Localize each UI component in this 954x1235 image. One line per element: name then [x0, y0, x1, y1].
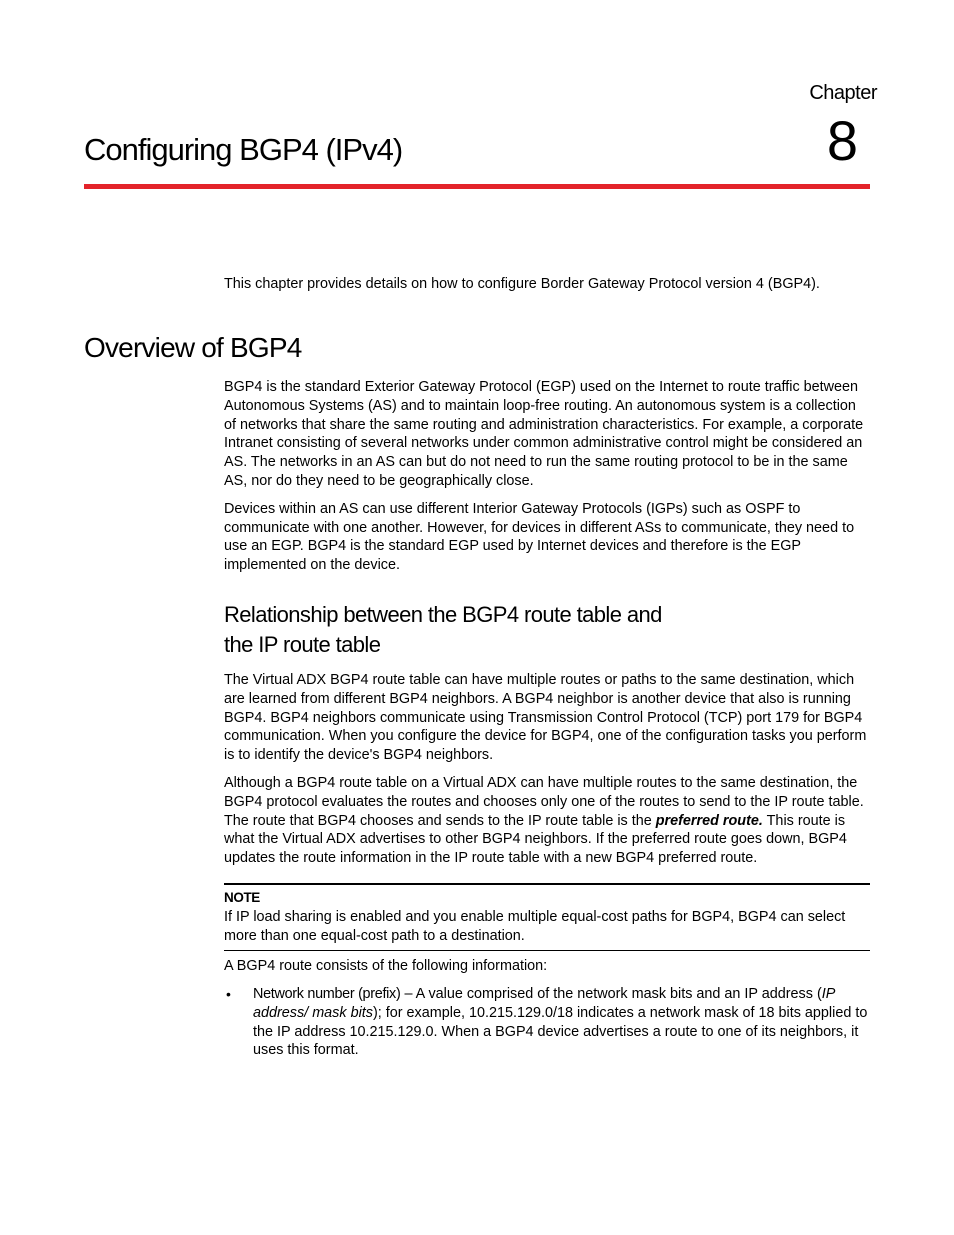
chapter-number: 8 — [826, 109, 858, 172]
bullet-item-network-number — [224, 985, 870, 1060]
route-info-lead-text: A BGP4 route consists of the following information: — [224, 958, 548, 974]
relationship-paragraph-2 — [224, 774, 870, 868]
bullet-icon: • — [226, 986, 231, 1002]
relationship-paragraph-1: The Virtual ADX BGP4 route table can have multiple routes or paths to the same destination, which are learned from different BGP4 neighbors. A BGP4 neighbor is another device that also is running BGP4. BGP4 neighbors communicate using Transmission Control Protocol (TCP) port 179 for BGP4 communication. When you configure the device for BGP4, one of the configuration tasks you perform is to identify the device's BGP4 neighbors. — [224, 672, 867, 764]
overview-paragraph-1: BGP4 is the standard Exterior Gateway Protocol (EGP) used on the Internet to route traffic between Autonomous Systems (AS) and to maintain loop-free routing. An autonomous system is a collection of networks that share the same routing and administration characteristics. For example, a corporate Intranet consisting of several networks under common administrative control might be considered an AS. The networks in an AS can but do not need to run the same routing protocol to be in the same AS, nor do they need to be geographically close. — [224, 379, 864, 489]
note-box — [224, 883, 870, 951]
chapter-title: Configuring BGP4 (IPv4) — [84, 132, 403, 167]
overview-body — [224, 378, 870, 584]
note-text: If IP load sharing is enabled and you enable multiple equal-cost paths for BGP4, BGP4 can select more than one equal-cost path to a destination. — [224, 908, 846, 944]
chapter-title-rule — [84, 184, 870, 189]
relationship-p2-before: Although a BGP4 route table on a Virtual ADX can have multiple routes to the same destination, the BGP4 protocol evaluates the routes and chooses only one of the routes to send to the IP route table. The route that BGP4 chooses and sends to the IP route table is the — [224, 774, 864, 829]
bullet-text-after: ); for example, 10.215.129.0/18 indicates a network mask of 18 bits applied to the IP address 10.215.129.0. When a BGP4 device advertises a route to one of its neighbors, it uses this format. — [253, 1004, 868, 1059]
chapter-label: Chapter — [809, 82, 877, 104]
bullet-italic: IP address/ mask bits — [253, 986, 835, 1021]
route-info-lead — [224, 957, 870, 985]
bullet-term: Network number (prefix) — [253, 986, 401, 1002]
subsection-heading-relationship — [224, 600, 744, 660]
intro-text: This chapter provides details on how to configure Border Gateway Protocol version 4 (BGP4). — [224, 276, 820, 292]
relationship-p2-after: This route is what the Virtual ADX advertises to other BGP4 neighbors. If the preferred route goes down, BGP4 updates the route information in the IP route table with a new BGP4 preferred route. — [224, 812, 847, 867]
bullet-text-before: – A value comprised of the network mask bits and an IP address ( — [400, 986, 822, 1002]
section-heading-overview: Overview of BGP4 — [84, 332, 302, 363]
subsection-heading-line-2: the IP route table — [224, 632, 381, 657]
subsection-heading-line-1: Relationship between the BGP4 route table and — [224, 602, 662, 627]
relationship-body — [224, 671, 870, 877]
intro-paragraph — [224, 275, 870, 303]
note-title: NOTE — [224, 890, 260, 905]
bullet-text — [253, 985, 870, 1060]
preferred-route-term: preferred route. — [655, 812, 763, 829]
overview-paragraph-2: Devices within an AS can use different Interior Gateway Protocols (IGPs) such as OSPF to communicate with one another. However, for devices in different ASs to communicate, they need to use an EGP. BGP4 is the standard EGP used by Internet devices and therefore is the EGP implemented on the device. — [224, 500, 855, 574]
